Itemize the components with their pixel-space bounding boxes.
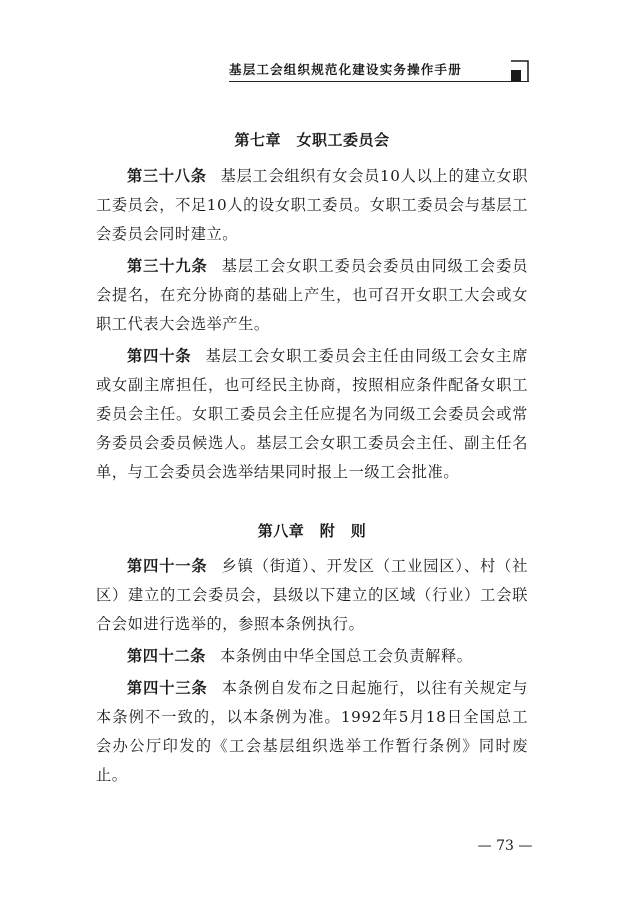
- header-rule: [229, 81, 529, 82]
- running-header-title: 基层工会组织规范化建设实务操作手册: [229, 62, 462, 77]
- article-text: 基层工会女职工委员会主任由同级工会女主席或女副主席担任，也可经民主协商，按照相应条件配备女职工委员会主任。女职工委员会主任应提名为同级工会委员会或常务委员会委员候选人。基层工会女职工委员会主任、副主任名单，与工会委员会选举结果同时报上一级工会批准。: [96, 347, 528, 481]
- article-number: 第四十三条: [127, 679, 208, 697]
- article-number: 第四十条: [127, 347, 192, 365]
- corner-square-icon: [509, 60, 529, 82]
- article-41: [96, 552, 528, 639]
- article-38: [96, 162, 528, 249]
- chapter-title-7: 第七章 女职工委员会: [234, 131, 390, 149]
- running-header: [229, 60, 529, 86]
- article-number: 第三十八条: [127, 167, 207, 185]
- chapter-title-8: 第八章 附 则: [257, 522, 367, 540]
- article-42: [96, 642, 528, 671]
- article-number: 第四十二条: [127, 647, 206, 665]
- article-39: [96, 252, 528, 339]
- page-number: — 73 —: [477, 838, 533, 854]
- article-text: 本条例由中华全国总工会负责解释。: [219, 647, 473, 665]
- page-body: [96, 120, 528, 790]
- article-text: 乡镇（街道）、开发区（工业园区）、村（社区）建立的工会委员会，县级以下建立的区域（行业）工会联合会如进行选举的，参照本条例执行。: [96, 557, 528, 633]
- article-40: [96, 342, 528, 487]
- article-text: 基层工会组织有女会员10人以上的建立女职工委员会，不足10人的设女职工委员。女职工委员会与基层工会委员会同时建立。: [96, 167, 529, 243]
- article-text: 本条例自发布之日起施行，以往有关规定与本条例不一致的，以本条例为准。1992年5月18日全国总工会办公厅印发的《工会基层组织选举工作暂行条例》同时废止。: [96, 679, 528, 784]
- article-43: [96, 674, 528, 790]
- article-number: 第四十一条: [127, 557, 208, 575]
- article-number: 第三十九条: [127, 257, 208, 275]
- article-text: 基层工会女职工委员会委员由同级工会委员会提名，在充分协商的基础上产生，也可召开女职工大会或女职工代表大会选举产生。: [96, 257, 528, 333]
